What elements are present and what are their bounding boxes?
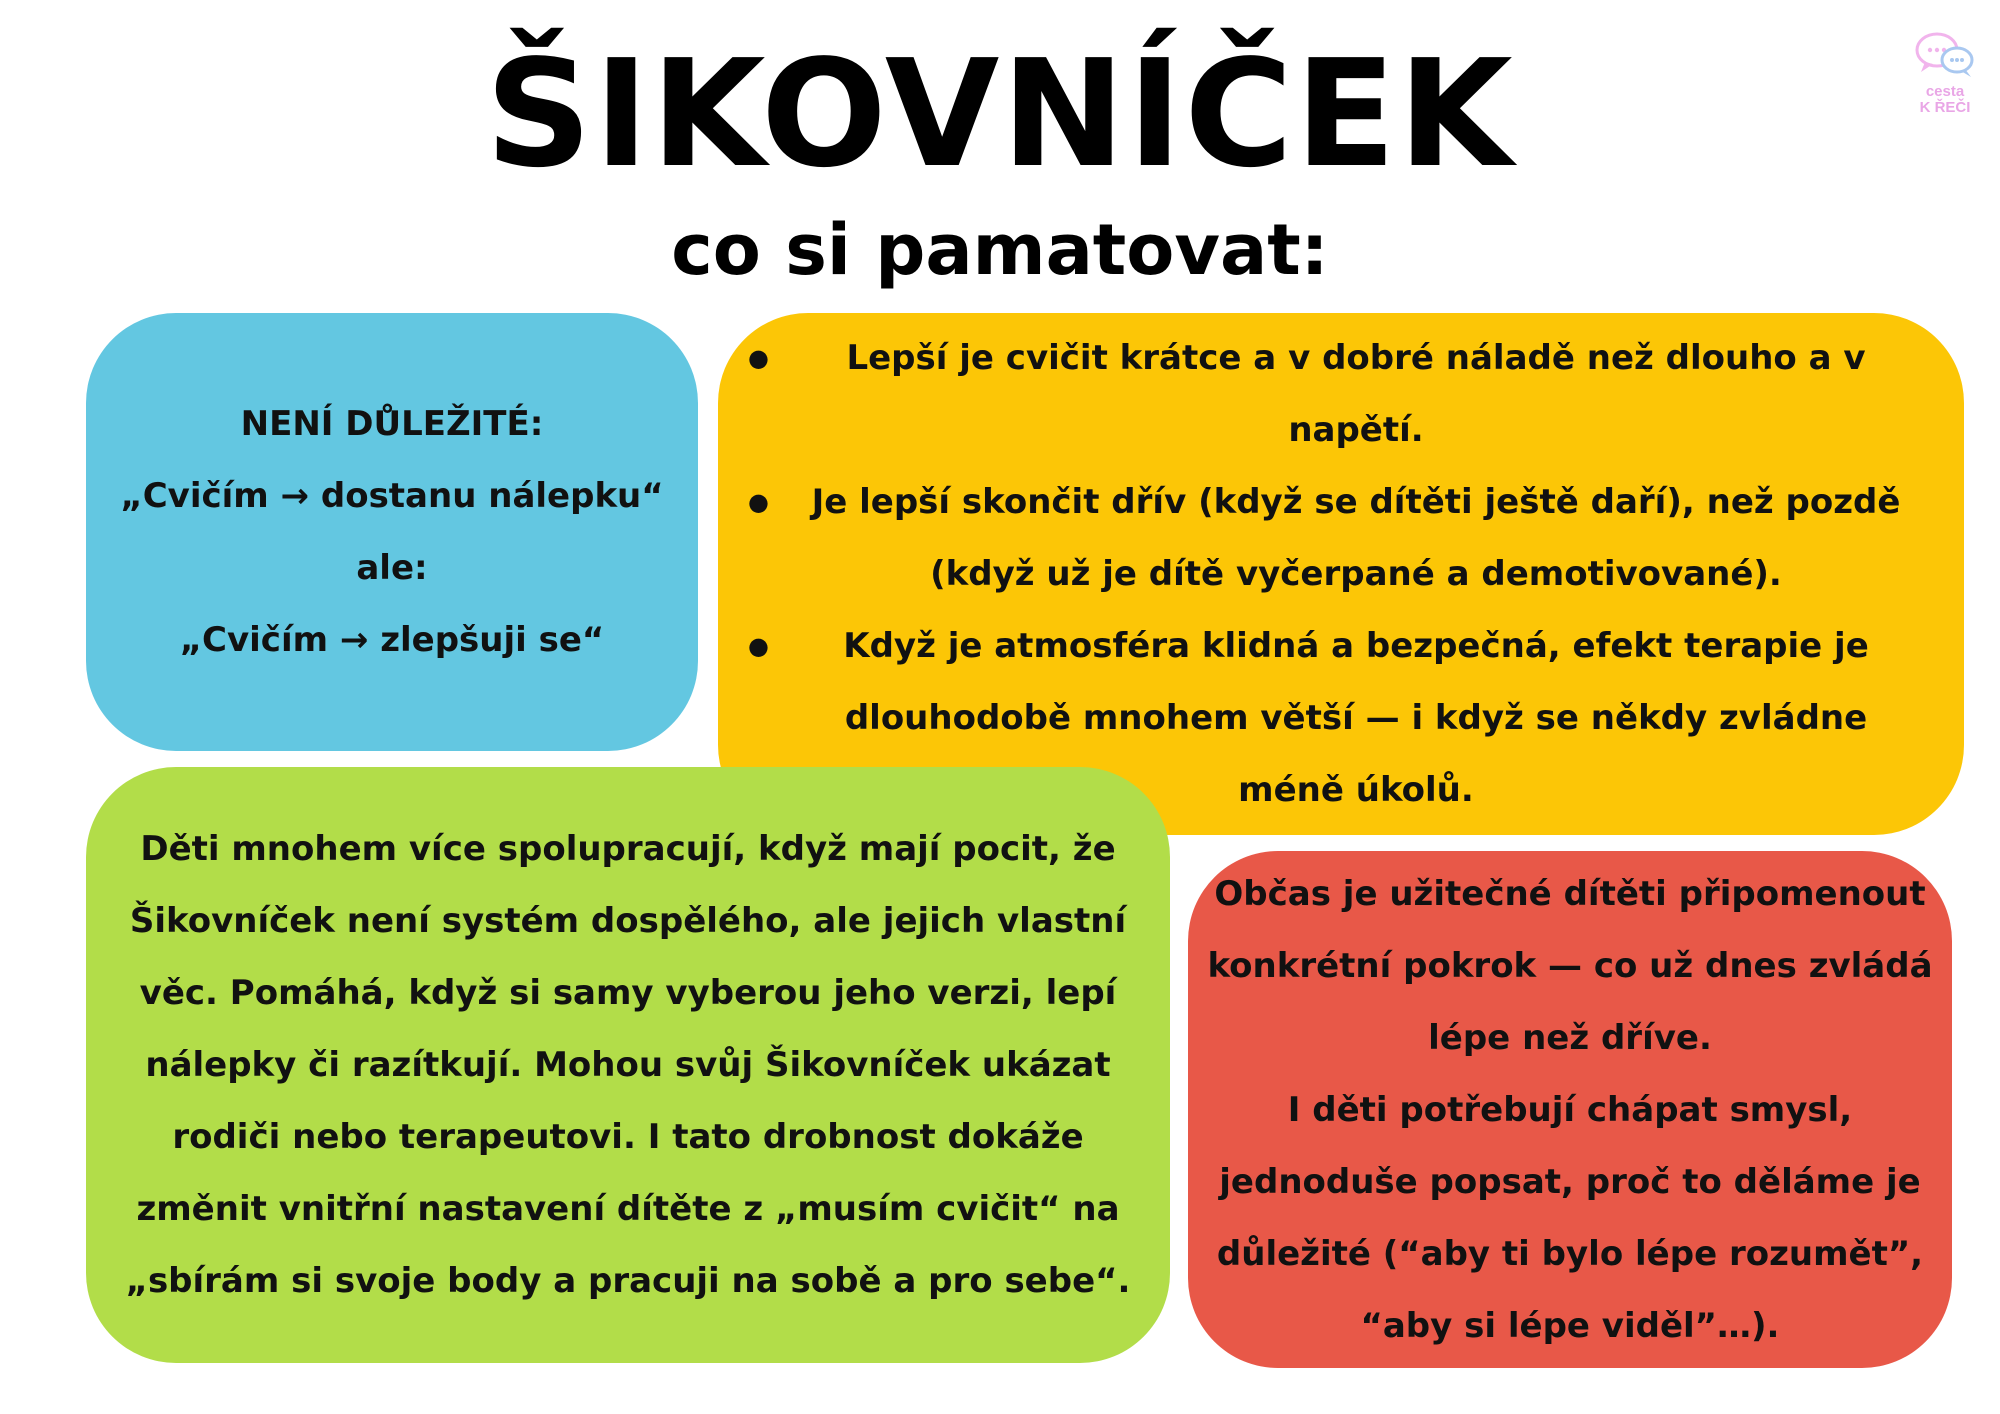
not-important-text — [120, 388, 663, 676]
bullet-icon: ● — [748, 488, 769, 516]
not-important-line-3: „Cvičím → zlepšuji se“ — [179, 620, 605, 660]
page-subtitle: co si pamatovat: — [671, 209, 1329, 291]
not-important-heading: NENÍ DŮLEŽITÉ: — [240, 404, 544, 444]
progress-text — [1206, 858, 1934, 1362]
tip-text: Lepší je cvičit krátce a v dobré náladě než dlouho a v napětí. — [846, 338, 1866, 450]
bullet-icon: ● — [748, 632, 769, 660]
speech-bubbles-icon — [1913, 30, 1977, 80]
not-important-line-1: „Cvičím → dostanu nálepku“ — [120, 476, 664, 516]
list-item — [748, 466, 1924, 610]
progress-paragraph-1: Občas je užitečné dítěti připomenout konkrétní pokrok — co už dnes zvládá lépe než dříve. — [1207, 873, 1933, 1058]
not-important-card — [86, 313, 698, 751]
not-important-line-2: ale: — [356, 548, 428, 588]
tip-text: Je lepší skončit dřív (když se dítěti ještě daří), než pozdě (když už je dítě vyčerpané a demotivované). — [811, 482, 1901, 594]
logo-line-2: K ŘEČI — [1919, 99, 1971, 116]
tip-text: Když je atmosféra klidná a bezpečná, efekt terapie je dlouhodobě mnohem větší — i když se někdy zvládne méně úkolů. — [843, 626, 1869, 810]
list-item — [748, 322, 1924, 466]
logo — [1905, 30, 1985, 120]
tips-card — [718, 313, 1964, 835]
logo-line-1: cesta — [1925, 83, 1965, 100]
ownership-card — [86, 767, 1170, 1363]
progress-card — [1188, 851, 1952, 1368]
bullet-icon: ● — [748, 344, 769, 372]
progress-paragraph-2: I děti potřebují chápat smysl, jednoduše popsat, proč to děláme je důležité (“aby ti bylo lépe rozumět”, “aby si lépe viděl”…). — [1216, 1089, 1924, 1346]
logo-text — [1905, 84, 1985, 116]
page-title: ŠIKOVNÍČEK — [485, 28, 1515, 200]
tips-list — [748, 322, 1924, 826]
ownership-text: Děti mnohem více spolupracují, když mají pocit, že Šikovníček není systém dospělého, ale jejich vlastní věc. Pomáhá, když si samy vyberou jeho verzi, lepí nálepky či razítkují. Mohou svůj Šikovníček ukázat rodiči nebo terapeutovi. I tato drobnost dokáže změnit vnitřní nastavení dítěte z „musím cvičit“ na „sbírám si svoje body a pracuji na sobě a pro sebe“. — [125, 829, 1131, 1301]
